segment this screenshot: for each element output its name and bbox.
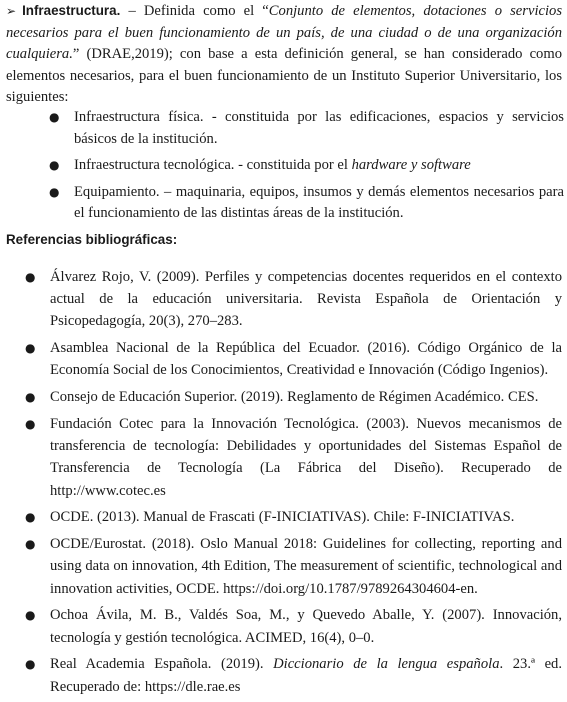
bullet-icon: ● [25, 341, 36, 356]
term-label: Infraestructura. [22, 3, 121, 18]
bullet-icon: ● [25, 270, 36, 284]
reference-text: OCDE. (2013). Manual de Frascati (F-INICIATIVAS). Chile: F-INICIATIVAS. [50, 509, 515, 526]
reference-item [25, 533, 562, 600]
term-dash: – Definida como el “ [120, 3, 269, 19]
list-item-italic: hardware y software [351, 157, 471, 174]
reference-text-tail: . 23.ª ed. Recuperado de: https://dle.rae.es [50, 656, 562, 695]
reference-text: Asamblea Nacional de la República del Ecuador. (2016). Código Orgánico de la Economía Social de los Conocimientos, Creatividad e Innovación (Código Ingenios). [50, 340, 562, 379]
list-item [49, 107, 564, 150]
reference-italic-title: Diccionario de la lengua española [273, 656, 500, 673]
list-item [49, 155, 564, 177]
reference-text: Ochoa Ávila, M. B., Valdés Soa, M., y Quevedo Aballe, Y. (2007). Innovación, tecnología y gestión tecnológica. ACIMED, 16(4), 0–0. [50, 607, 562, 646]
reference-item [25, 413, 562, 502]
bullet-icon: ● [25, 537, 36, 552]
reference-item [25, 266, 562, 333]
references-list [25, 266, 562, 702]
bullet-icon: ● [25, 608, 36, 623]
arrow-bullet-icon: ➢ [6, 4, 17, 18]
reference-item [25, 653, 562, 697]
list-item-text: Infraestructura física. - constituida por las edificaciones, espacios y servicios básicos de la institución. [74, 109, 564, 147]
list-item-text: Infraestructura tecnológica. - constituida por el [74, 157, 352, 174]
paragraph-continuation: ” (DRAE,2019); con base a esta definición general, se han considerado como elementos necesarios, para el buen funcionamiento de un Instituto Superior Universitario, los siguientes: [6, 46, 562, 106]
bullet-icon: ● [25, 417, 36, 431]
reference-item [25, 604, 562, 648]
definition-quote: Conjunto de elementos, dotaciones o servicios necesarios para el buen funcionamiento de un país, de una ciudad o de una organización cualquiera. [6, 3, 563, 63]
list-item [49, 182, 564, 225]
reference-text: OCDE/Eurostat. (2018). Oslo Manual 2018: Guidelines for collecting, reporting and using data on innovation, 4th Edition, The measurement of scientific, technological and innovation activities, OCDE. https://doi.org/10.1787/9789264304604-en. [50, 536, 562, 597]
reference-item [25, 337, 562, 381]
reference-text: Consejo de Educación Superior. (2019). Reglamento de Régimen Académico. CES. [50, 389, 539, 406]
infraestructura-paragraph [6, 0, 562, 109]
reference-item [25, 506, 562, 528]
infraestructura-section [6, 0, 562, 109]
bullet-icon: ● [25, 657, 36, 672]
references-heading: Referencias bibliográficas: [6, 232, 178, 247]
reference-text: Fundación Cotec para la Innovación Tecnológica. (2003). Nuevos mecanismos de transferencia de tecnología: Debilidades y oportunidades del Sistemas Español de Transferencia de Tecnología (La Fábrica del Diseño). Recuperado de http://www.cotec.es [50, 416, 562, 499]
bullet-icon: ● [49, 184, 60, 199]
bullet-icon: ● [25, 510, 36, 525]
infraestructura-list [49, 107, 564, 230]
bullet-icon: ● [49, 158, 60, 173]
reference-item [25, 386, 562, 408]
reference-text: Real Academia Española. (2019). [50, 656, 274, 673]
reference-text: Álvarez Rojo, V. (2009). Perfiles y competencias docentes requeridos en el contexto actual de la educación universitaria. Revista Española de Orientación y Psicopedagogía, 20(3), 270–283. [50, 269, 562, 330]
bullet-icon: ● [49, 110, 60, 124]
list-item-text: Equipamiento. – maquinaria, equipos, insumos y demás elementos necesarios para el funcionamiento de las distintas áreas de la institución. [74, 183, 564, 222]
bullet-icon: ● [25, 390, 36, 405]
